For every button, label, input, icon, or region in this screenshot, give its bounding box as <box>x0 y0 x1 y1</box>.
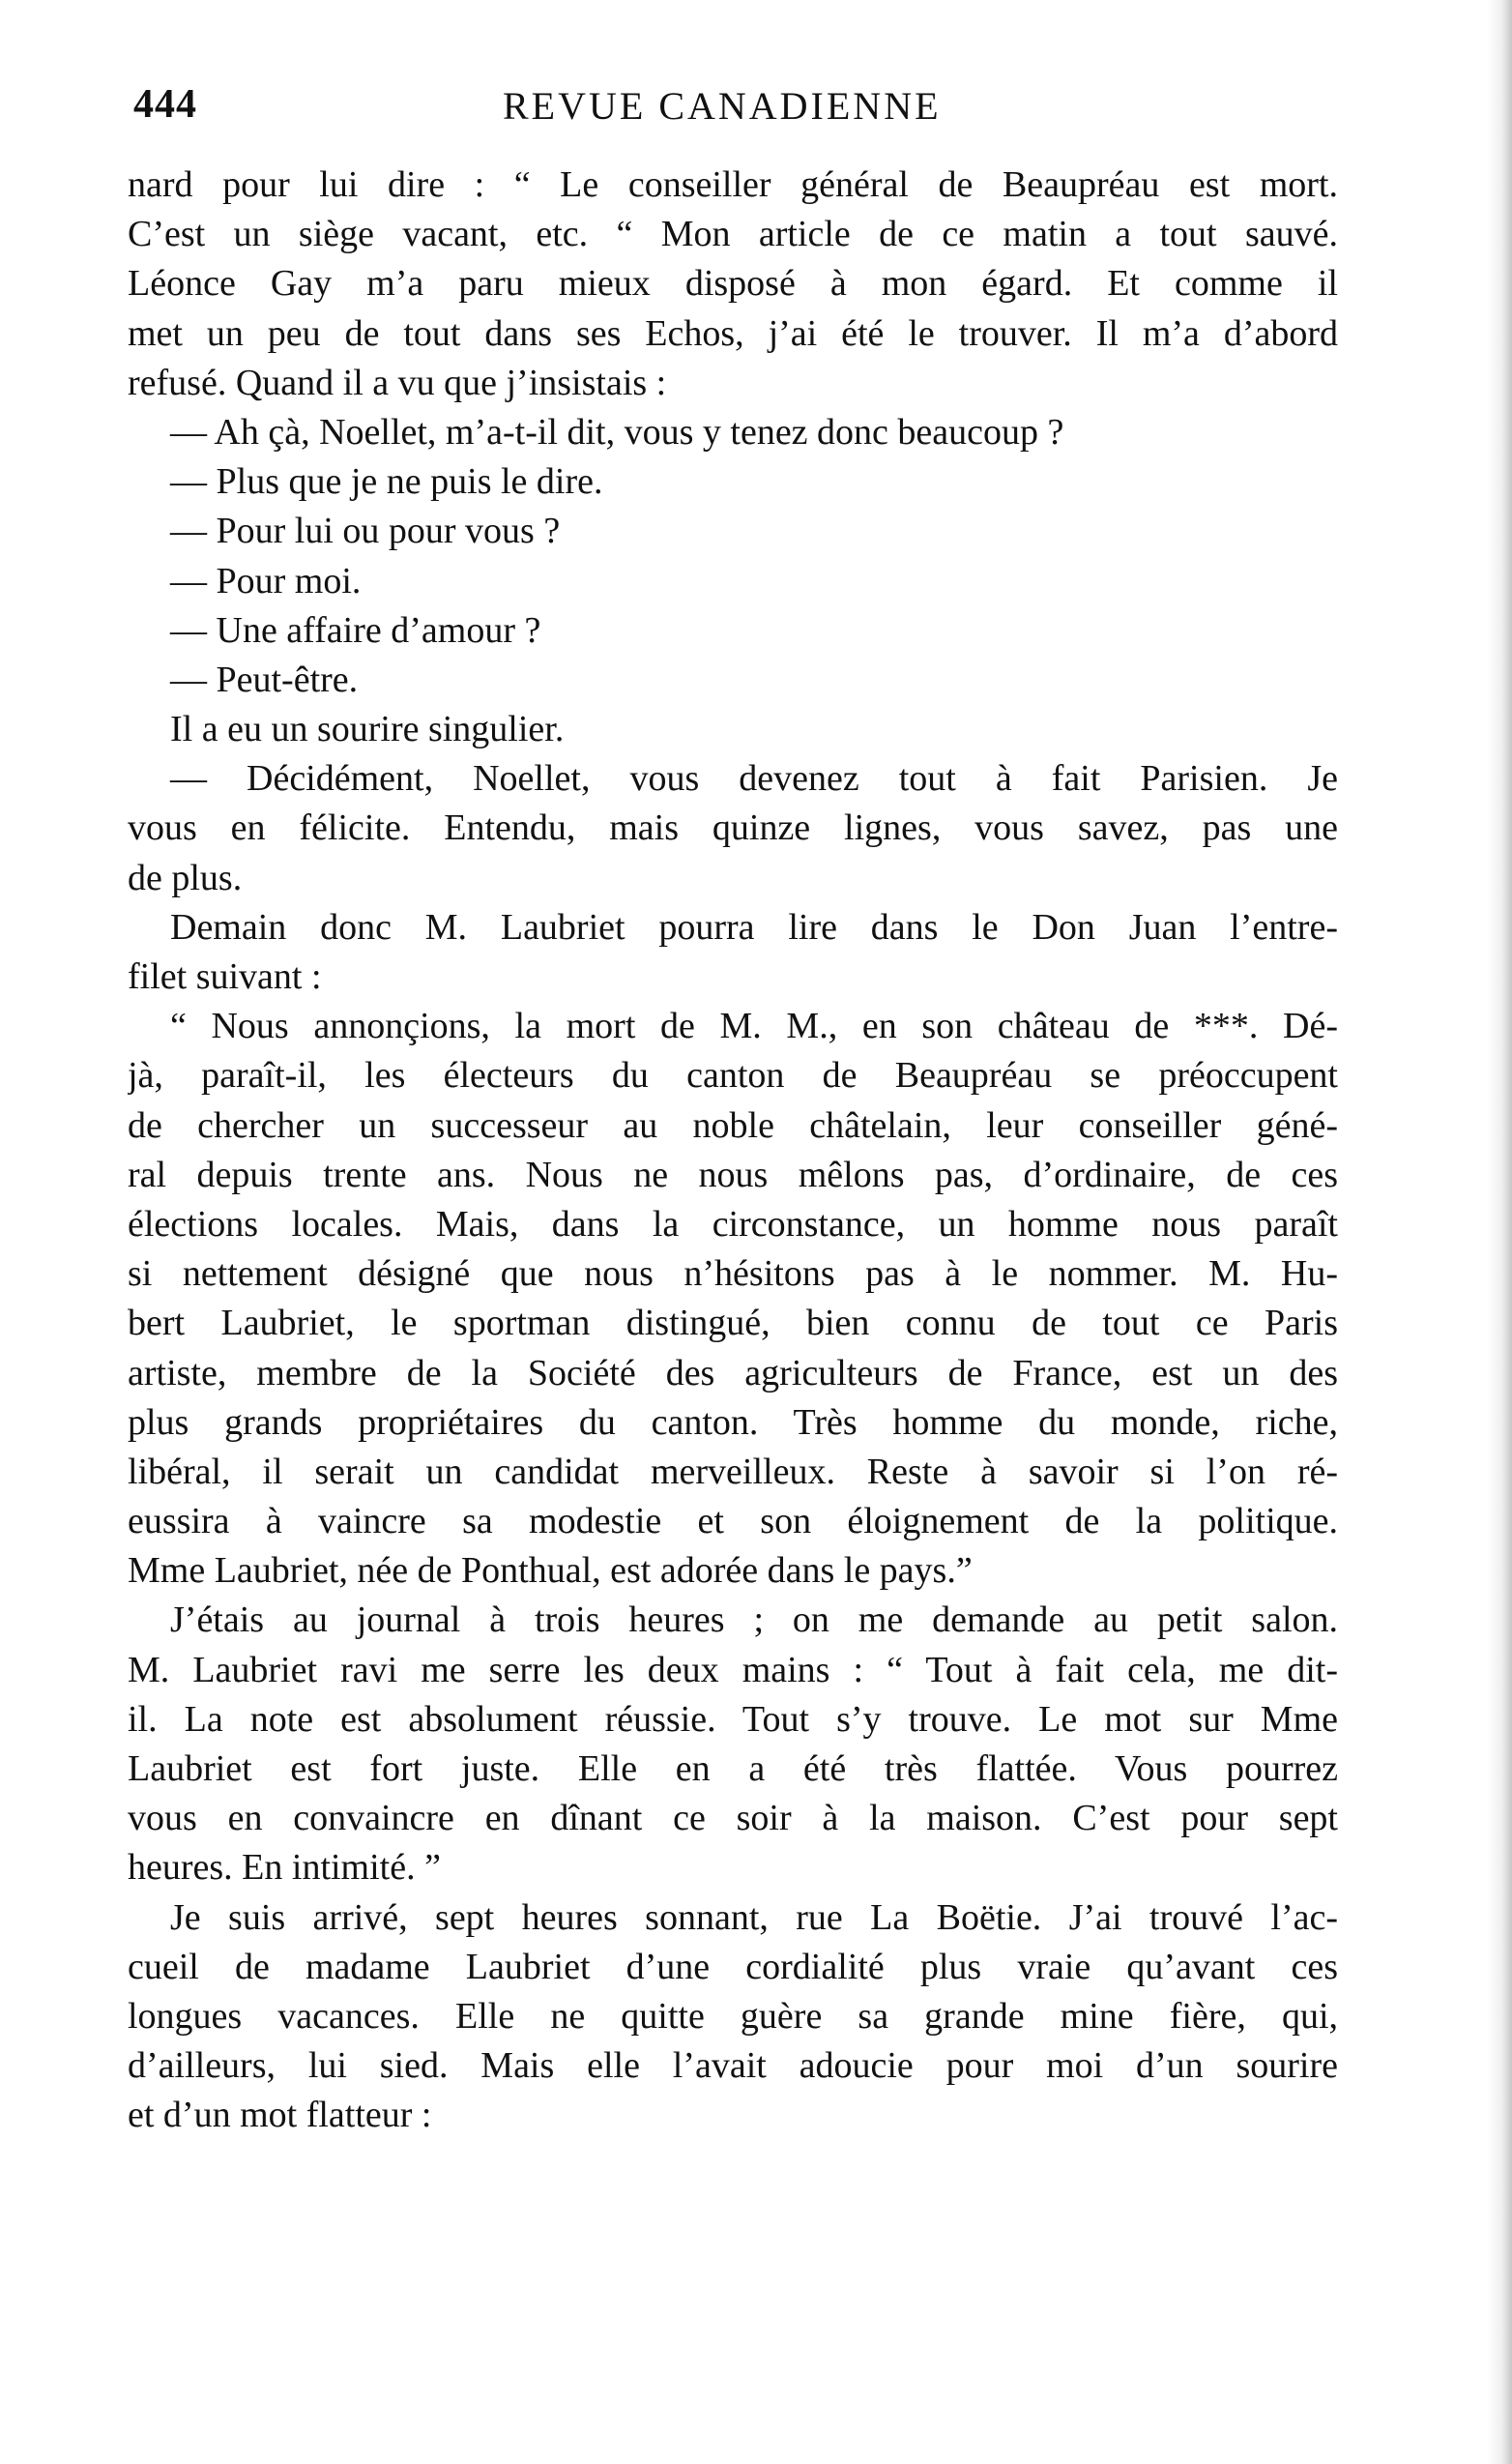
quoted-line: plus grands propriétaires du canton. Très homme du monde, riche, <box>128 1401 1338 1443</box>
text-line: met un peu de tout dans ses Echos, j’ai été le trouver. Il m’a d’abord <box>128 312 1338 354</box>
page-number: 444 <box>133 82 197 127</box>
quoted-line: “ Nous annonçions, la mort de M. M., en son château de ***. Dé- <box>170 1006 1338 1047</box>
page-header <box>126 81 1344 139</box>
quoted-line: jà, paraît-il, les électeurs du canton de Beaupréau se préoccupent <box>128 1055 1338 1097</box>
text-line: longues vacances. Elle ne quitte guère sa grande mine fière, qui, <box>128 1995 1338 2037</box>
scan-edge-shadow <box>1487 0 1512 2464</box>
text-line: Laubriet est fort juste. Elle en a été très flattée. Vous pourrez <box>128 1748 1338 1789</box>
dialogue-line: — Pour moi. <box>170 560 362 601</box>
quoted-line: ral depuis trente ans. Nous ne nous mêlons pas, d’ordinaire, de ces <box>128 1154 1338 1195</box>
dialogue-line: — Plus que je ne puis le dire. <box>170 461 603 503</box>
text-line: M. Laubriet ravi me serre les deux mains : “ Tout à fait cela, me dit- <box>128 1649 1338 1690</box>
quoted-line: si nettement désigné que nous n’hésitons pas à le nommer. M. Hu- <box>128 1253 1338 1295</box>
quoted-line: eussira à vaincre sa modestie et son éloignement de la politique. <box>128 1501 1338 1542</box>
text-line: heures. En intimité. ” <box>128 1847 441 1889</box>
quoted-line: libéral, il serait un candidat merveilleux. Reste à savoir si l’on ré- <box>128 1451 1338 1492</box>
body-text <box>128 161 1338 2141</box>
quoted-line: élections locales. Mais, dans la circonstance, un homme nous paraît <box>128 1203 1338 1245</box>
text-line: J’étais au journal à trois heures ; on me demande au petit salon. <box>170 1599 1338 1641</box>
dialogue-line: — Peut-être. <box>170 659 359 700</box>
text-line: C’est un siège vacant, etc. “ Mon article de ce matin a tout sauvé. <box>128 214 1338 255</box>
text-line: d’ailleurs, lui sied. Mais elle l’avait adoucie pour moi d’un sourire <box>128 2045 1338 2087</box>
text-line: de plus. <box>128 857 243 898</box>
dialogue-line: — Une affaire d’amour ? <box>170 609 541 651</box>
text-line: Demain donc M. Laubriet pourra lire dans le Don Juan l’entre- <box>170 906 1338 948</box>
text-line: et d’un mot flatteur : <box>128 2095 432 2136</box>
text-line: filet suivant : <box>128 956 322 997</box>
quoted-line: Mme Laubriet, née de Ponthual, est adorée dans le pays.” <box>128 1550 973 1592</box>
dialogue-line: — Décidément, Noellet, vous devenez tout à fait Parisien. Je <box>170 758 1338 800</box>
text-line: cueil de madame Laubriet d’une cordialité plus vraie qu’avant ces <box>128 1946 1338 1987</box>
text-line: Léonce Gay m’a paru mieux disposé à mon égard. Et comme il <box>128 263 1338 305</box>
quoted-line: de chercher un successeur au noble châtelain, leur conseiller géné- <box>128 1104 1338 1146</box>
running-title: REVUE CANADIENNE <box>503 84 942 128</box>
text-line: vous en convaincre en dînant ce soir à la maison. C’est pour sept <box>128 1798 1338 1839</box>
quoted-line: bert Laubriet, le sportman distingué, bien connu de tout ce Paris <box>128 1303 1338 1344</box>
text-line: Je suis arrivé, sept heures sonnant, rue La Boëtie. J’ai trouvé l’ac- <box>170 1896 1338 1938</box>
text-line: refusé. Quand il a vu que j’insistais : <box>128 362 667 403</box>
quoted-line: artiste, membre de la Société des agriculteurs de France, est un des <box>128 1352 1338 1393</box>
dialogue-line: — Pour lui ou pour vous ? <box>170 511 561 552</box>
text-line: Il a eu un sourire singulier. <box>170 709 565 750</box>
text-line: vous en félicite. Entendu, mais quinze lignes, vous savez, pas une <box>128 807 1338 849</box>
text-line: il. La note est absolument réussie. Tout s’y trouve. Le mot sur Mme <box>128 1698 1338 1740</box>
dialogue-line: — Ah çà, Noellet, m’a-t-il dit, vous y tenez donc beaucoup ? <box>170 411 1064 453</box>
text-line: nard pour lui dire : “ Le conseiller général de Beaupréau est mort. <box>128 164 1338 205</box>
